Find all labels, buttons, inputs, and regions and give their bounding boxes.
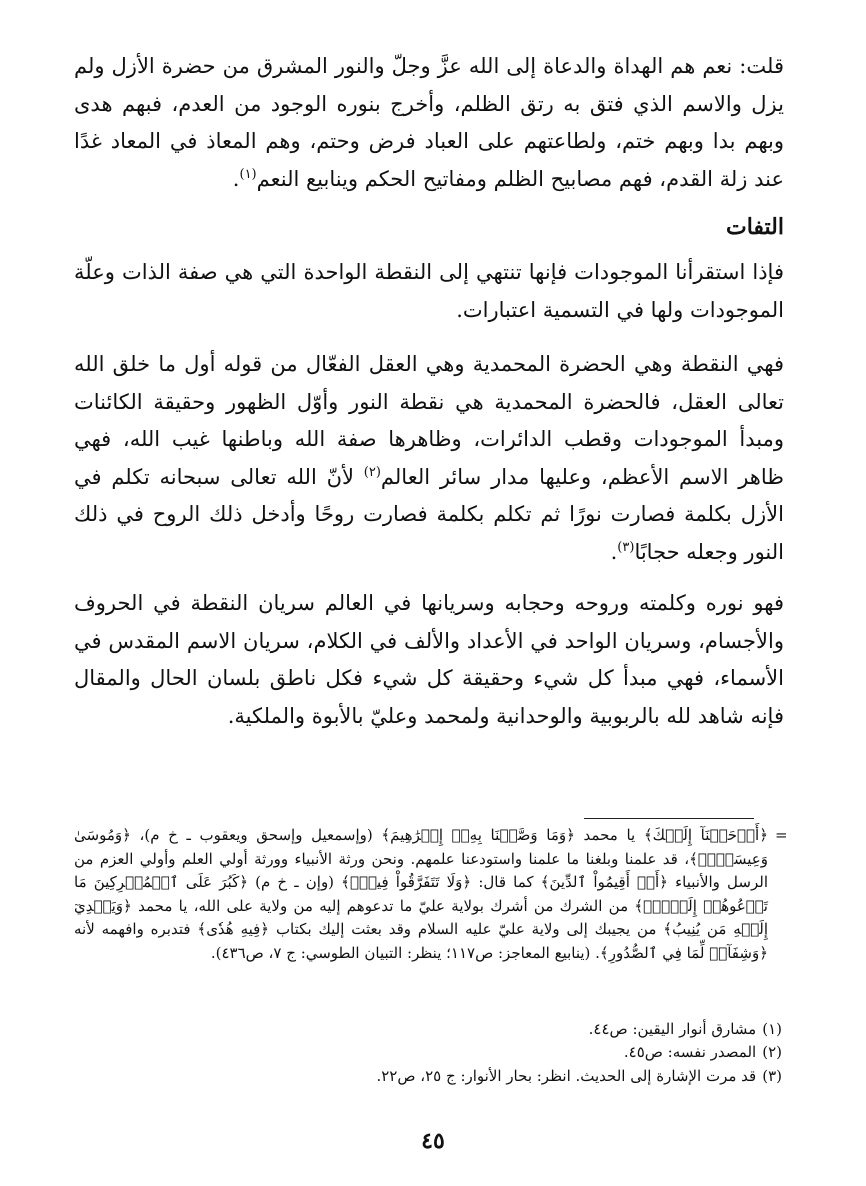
- footnote-continuation: ﴿أَوۡحَيۡنَآ إِلَيۡكَ﴾ يا محمد ﴿وَمَا وَصَّيۡنَا بِهِۦٓ إِبۡرَٰهِيمَ﴾ (وإسمعيل وإسحق ويعقوب ـ خ م)، ﴿وَمُوسَىٰ وَعِيسَىٰٓۖ﴾، قد علمنا وبلغنا ما علمنا واستودعنا علمهم. ونحن ورثة الأنبياء وورثة أولي العلم وأولي العزم من الرسل والأنبياء ﴿أَنۡ أَقِيمُواْ ٱلدِّينَ﴾ كما قال: ﴿وَلَا تَتَفَرَّقُواْ فِيهِۚ﴾ (وإن ـ خ م) ﴿كَبُرَ عَلَى ٱلۡمُشۡرِكِينَ مَا تَدۡعُوهُمۡ إِلَيۡهِۚ﴾ من الشرك من أشرك بولاية عليّ ما تدعوهم إليه من ولاية على الله، يا محمد ﴿وَيَهۡدِيٓ إِلَيۡهِ مَن يُنِيبُ﴾ من يجيبك إلى ولاية عليّ عليه السلام وقد بعثت إليك بكتاب ﴿فِيهِ هُدٗى﴾ فتدبره وافهمه لأنه ﴿وَشِفَآءٞ لِّمَا فِي ٱلصُّدُورِ﴾. (ينابيع المعاجز: ص١١٧؛ ينظر: التبيان الطوسي: ج ٧، ص٤٣٦).: [74, 826, 768, 962]
- footnote-text: قد مرت الإشارة إلى الحديث. انظر: بحار الأنوار: ج ٢٥، ص٢٢.: [376, 1066, 757, 1085]
- paragraph-3: [74, 346, 784, 572]
- footnote-text: المصدر نفسه: ص٤٥.: [623, 1043, 757, 1062]
- paragraph-3-text-b: لأنّ الله تعالى سبحانه تكلم في الأزل بكلمة فصارت نورًا ثم تكلم بكلمة فصارت روحًا وأدخل ذلك الروح في ذلك النور وجعله حجابًا: [74, 464, 784, 564]
- footnote-continuation-mark: =: [775, 826, 788, 844]
- footnote-separator: [584, 818, 754, 819]
- footnote-text: مشارق أنوار اليقين: ص٤٤.: [588, 1020, 757, 1038]
- paragraph-2: فإذا استقرأنا الموجودات فإنها تنتهي إلى النقطة الواحدة التي هي صفة الذات وعلّة الموجودات ولها في التسمية اعتبارات.: [74, 260, 784, 322]
- footnote-item-3: [376, 1065, 782, 1088]
- footnote-number: (٢): [762, 1043, 782, 1062]
- footnote-item-2: [376, 1041, 782, 1064]
- paragraph-1-end: .: [232, 166, 240, 191]
- footnote-item-1: [376, 1018, 782, 1041]
- paragraph-4: فهو نوره وكلمته وروحه وحجابه وسريانها في العالم سريان النقطة في الحروف والأجسام، وسريان الواحد في الأعداد والألف في الكلام، سريان الاسم المقدس في الأسماء، فهي مبدأ كل شيء وحقيقة كل شيء فكل ناطق بلسان الحال والمقال فإنه شاهد لله بالربوبية والوحدانية ولمحمد وعليّ بالأبوة والملكية.: [74, 591, 784, 728]
- paragraph-3-end: .: [610, 539, 618, 564]
- paragraph-1-text: قلت: نعم هم الهداة والدعاة إلى الله عزَّ وجلّ والنور المشرق من حضرة الأزل ولم يزل والاسم الذي فتق به رتق الظلم، وأخرج بنوره الوجود من العدم، فبهم هدى وبهم بدا وبهم ختم، ولطاعتهم على العباد فرض وحتم، وهم المعاذ في المعاد غدًا عند زلة القدم، فهم مصابيح الظلم ومفاتيح الحكم وينابيع النعم: [74, 54, 784, 191]
- paragraph-1: [74, 48, 784, 198]
- footnote-number: (٣): [762, 1066, 782, 1085]
- footnote-ref-2: (٢): [363, 464, 381, 480]
- section-heading: التفات: [726, 214, 784, 240]
- footnote-number: (١): [762, 1020, 782, 1038]
- footnote-ref-1: (١): [239, 166, 257, 182]
- paragraph-3-text-a: فهي النقطة وهي الحضرة المحمدية وهي العقل الفعّال من قوله أول ما خلق الله تعالى العقل، فالحضرة المحمدية هي نقطة النور وأوّل الظهور وحقيقة الكائنات ومبدأ الموجودات وقطب الدائرات، وظاهرها صفة الله وباطنها غيب الله، فهي ظاهر الاسم الأعظم، وعليها مدار سائر العالم: [74, 352, 784, 489]
- page-number: ٤٥: [421, 1128, 445, 1154]
- footnote-ref-3: (٣): [617, 539, 635, 555]
- footnote-list: [376, 1018, 782, 1088]
